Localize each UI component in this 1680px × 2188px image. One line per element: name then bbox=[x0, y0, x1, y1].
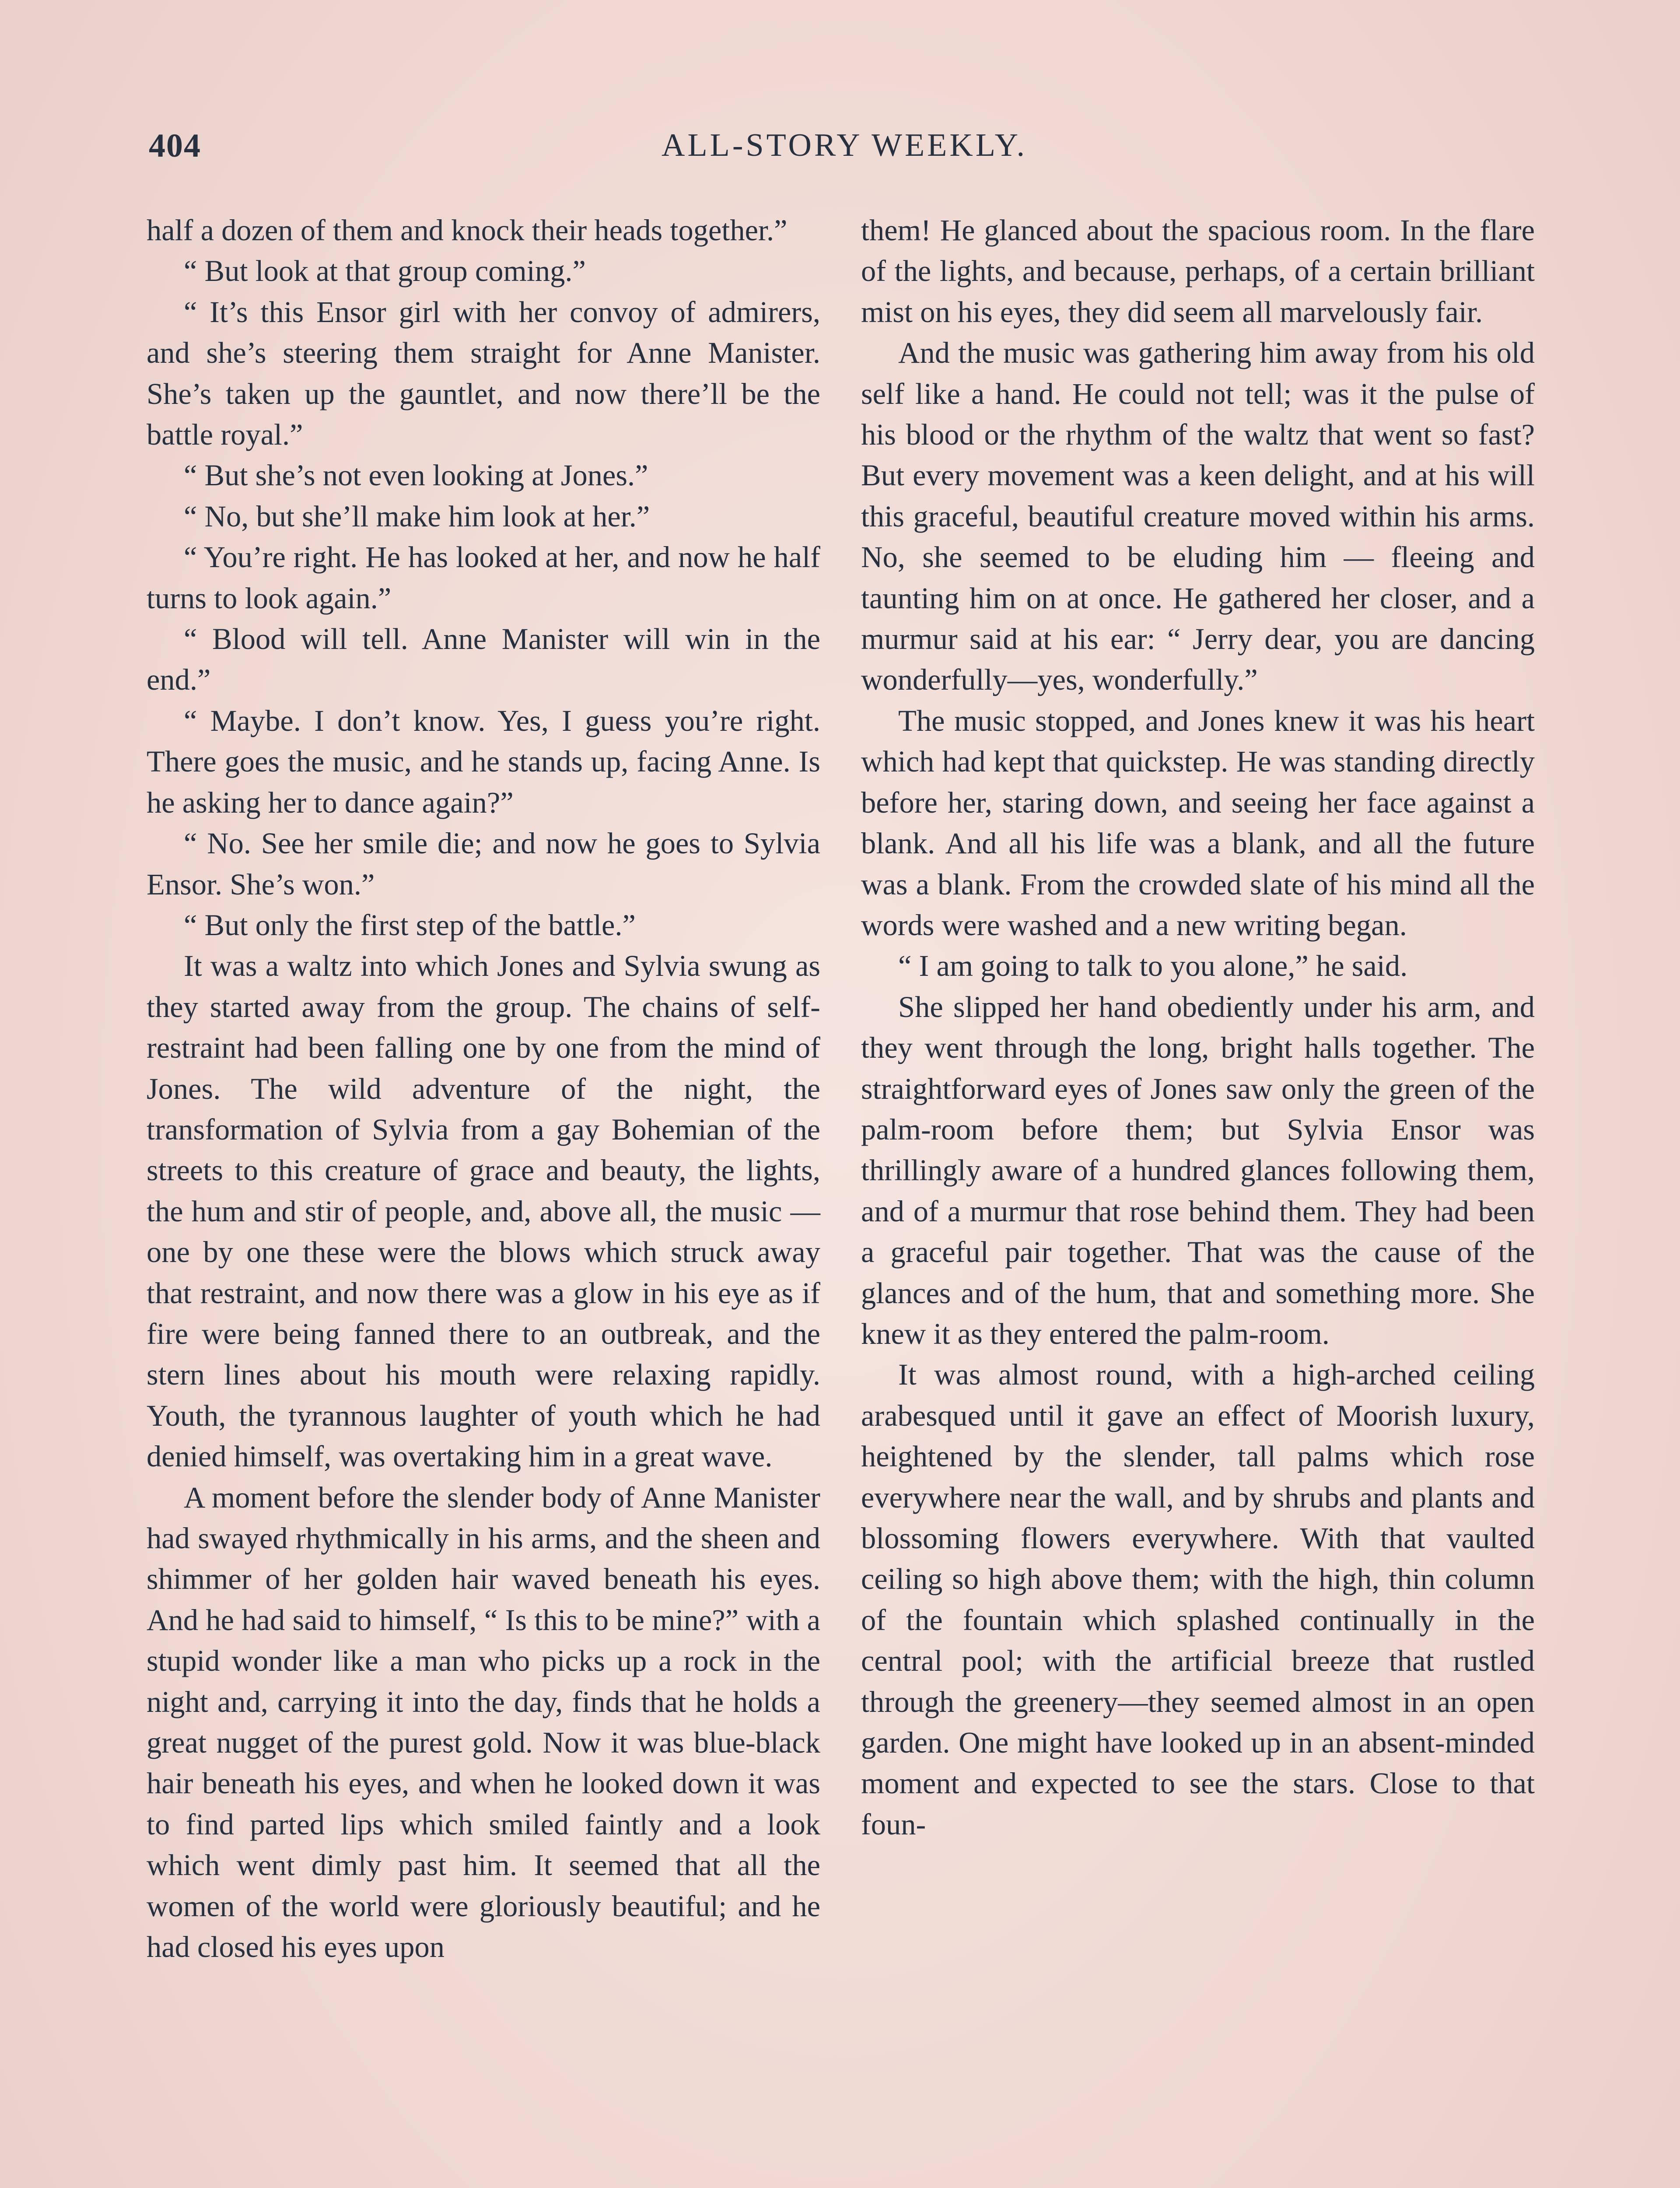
paragraph: A moment before the slender body of Anne Manister had swayed rhythmically in his arms, and the sheen and shimmer of her golden hair waved beneath his eyes. And he had said to himself, “ Is this to be mine?” with a stupid wonder like a man who picks up a rock in the night and, carrying it into the day, finds that he holds a great nugget of the purest gold. Now it was blue-black hair beneath his eyes, and when he looked down it was to find parted lips which smiled faintly and a look which went dimly past him. It seemed that all the women of the world were gloriously beautiful; and he had closed his eyes upon bbox=[147, 1480, 820, 1964]
page-header bbox=[149, 127, 1540, 175]
left-column bbox=[147, 210, 820, 1967]
paragraph: It was a waltz into which Jones and Sylvia swung as they started away from the group. The chains of self-restraint had been falling one by one from the mind of Jones. The wild adventure of the night, the transformation of Sylvia from a gay Bohemian of the streets to this creature of grace and beauty, the lights, the hum and stir of people, and, above all, the music —one by one these were the blows which struck away that restraint, and now there was a glow in his eye as if fire were being fanned there to an outbreak, and the stern lines about his mouth were relaxing rapidly. Youth, the tyrannous laughter of youth which he had denied himself, was overtaking him in a great wave. bbox=[147, 949, 820, 1473]
paragraph: The music stopped, and Jones knew it was his heart which had kept that quickstep. He was standing directly before her, staring down, and seeing her face against a blank. And all his life was a blank, and all the future was a blank. From the crowded slate of his mind all the words were washed and a new writing began. bbox=[861, 704, 1535, 942]
running-head: ALL-STORY WEEKLY. bbox=[662, 127, 1027, 163]
paragraph: “ But only the first step of the battle.” bbox=[184, 908, 636, 942]
paragraph: “ Maybe. I don’t know. Yes, I guess you’re right. There goes the music, and he stands up, facing Anne. Is he asking her to dance again?” bbox=[147, 704, 820, 819]
paragraph: “ It’s this Ensor girl with her convoy of admirers, and she’s steering them straight for Anne Manister. She’s taken up the gauntlet, and now there’ll be the battle royal.” bbox=[147, 295, 820, 452]
paragraph: And the music was gathering him away from his old self like a hand. He could not tell; was it the pulse of his blood or the rhythm of the waltz that went so fast? But every movement was a keen delight, and at his will this graceful, beautiful creature moved within his arms. No, she seemed to be eluding him — fleeing and taunting him on at once. He gathered her closer, and a murmur said at his ear: “ Jerry dear, you are dancing wonderfully—yes, wonderfully.” bbox=[861, 336, 1535, 697]
paragraph: “ I am going to talk to you alone,” he said. bbox=[898, 949, 1408, 983]
right-column bbox=[861, 210, 1535, 1845]
paragraph: “ You’re right. He has looked at her, and now he half turns to look again.” bbox=[147, 540, 820, 615]
paragraph: “ But look at that group coming.” bbox=[184, 254, 586, 288]
page-number: 404 bbox=[149, 127, 201, 164]
paragraph: half a dozen of them and knock their heads together.” bbox=[147, 214, 788, 247]
paragraph: She slipped her hand obediently under his arm, and they went through the long, bright halls together. The straightforward eyes of Jones saw only the green of the palm-room before them; but Sylvia Ensor was thrillingly aware of a hundred glances following them, and of a murmur that rose behind them. They had been a graceful pair together. That was the cause of the glances and of the hum, that and something more. She knew it as they entered the palm-room. bbox=[861, 990, 1535, 1350]
paragraph: “ But she’s not even looking at Jones.” bbox=[184, 459, 648, 492]
paragraph: “ No, but she’ll make him look at her.” bbox=[184, 499, 650, 533]
paragraph: “ No. See her smile die; and now he goes to Sylvia Ensor. She’s won.” bbox=[147, 827, 820, 901]
paragraph: It was almost round, with a high-arched ceiling arabesqued until it gave an effect of Moorish luxury, heightened by the slender, tall palms which rose everywhere near the wall, and by shrubs and plants and blossoming flowers everywhere. With that vaulted ceiling so high above them; with the high, thin column of the fountain which splashed continually in the central pool; with the artificial breeze that rustled through the greenery—they seemed almost in an open garden. One might have looked up in an absent-minded moment and expected to see the stars. Close to that foun- bbox=[861, 1358, 1535, 1841]
paragraph: “ Blood will tell. Anne Manister will win in the end.” bbox=[147, 622, 820, 697]
paragraph: them! He glanced about the spacious room. In the flare of the lights, and because, perhaps, of a certain brilliant mist on his eyes, they did seem all marvelously fair. bbox=[861, 214, 1535, 329]
